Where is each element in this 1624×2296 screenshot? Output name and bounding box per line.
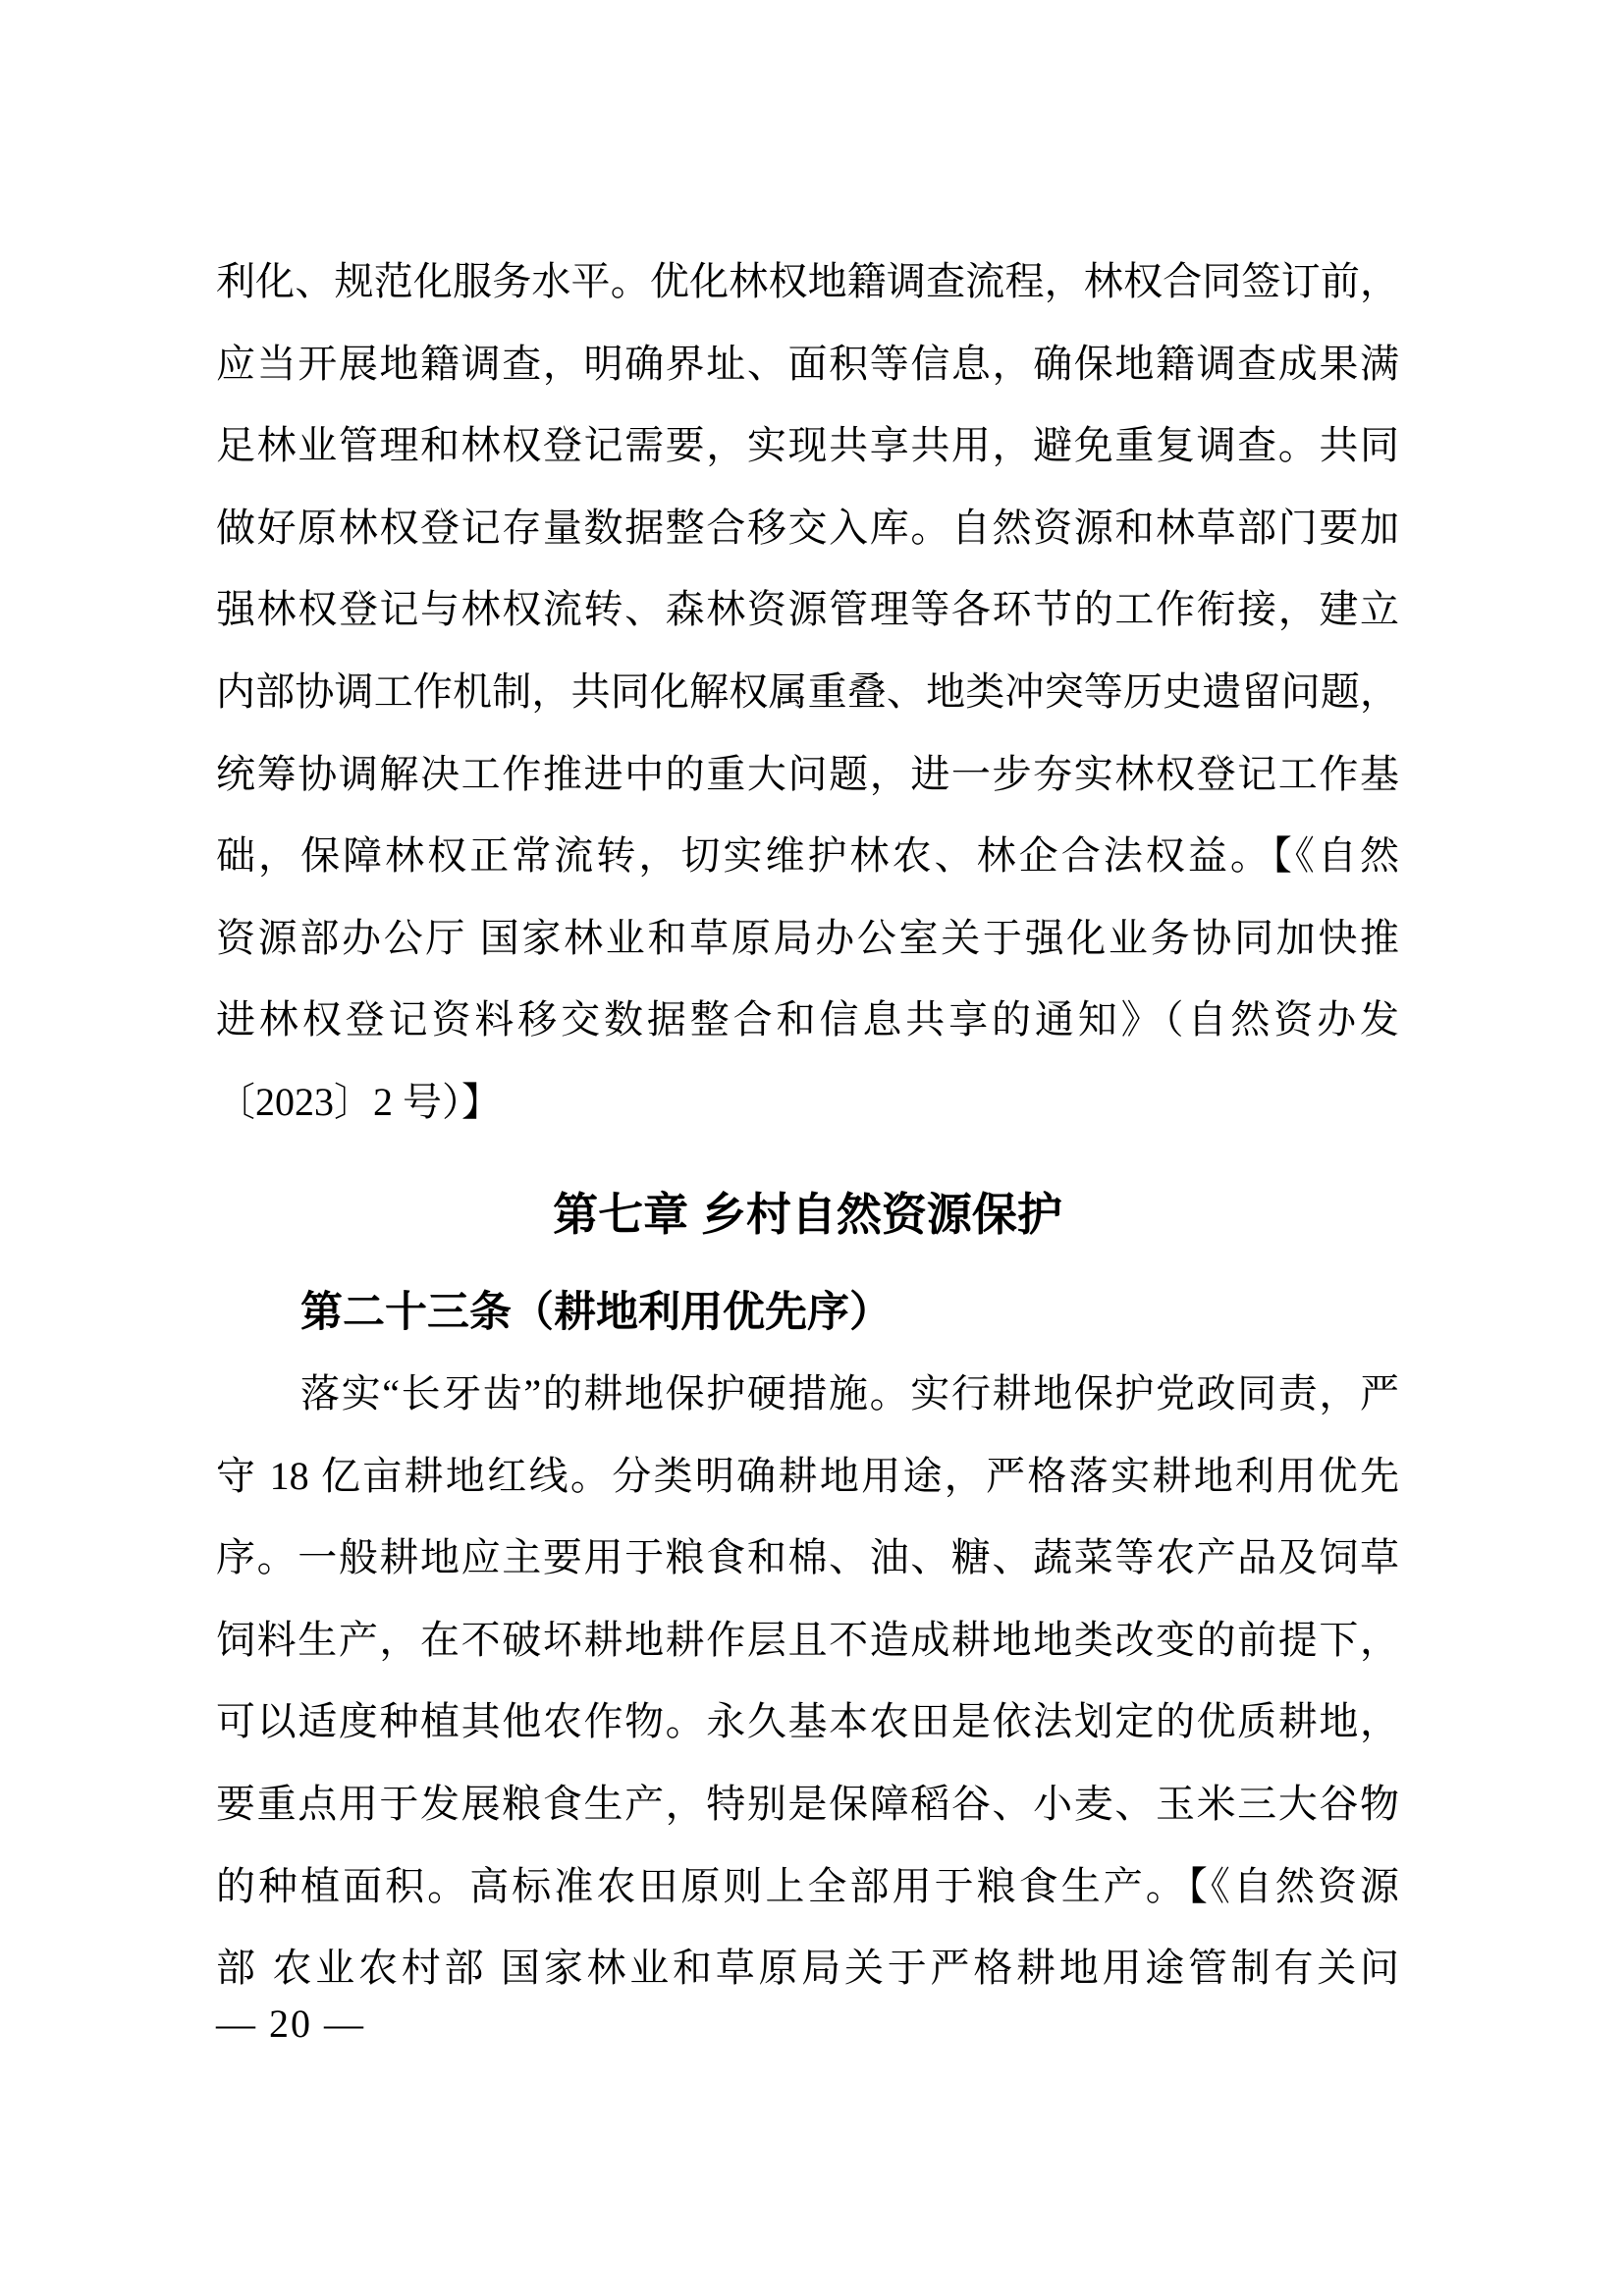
text-line: 饲料生产，在不破坏耕地耕作层且不造成耕地地类改变的前提下， — [216, 1617, 1399, 1662]
text-line: 统筹协调解决工作推进中的重大问题，进一步夯实林权登记工作基 — [216, 751, 1399, 796]
text-line: 足林业管理和林权登记需要，实现共享共用，避免重复调查。共同 — [216, 423, 1399, 468]
text-line: 序。一般耕地应主要用于粮食和棉、油、糖、蔬菜等农产品及饲草 — [216, 1535, 1399, 1580]
text-line: 要重点用于发展粮食生产，特别是保障稻谷、小麦、玉米三大谷物 — [216, 1781, 1399, 1826]
text-line: 内部协调工作机制，共同化解权属重叠、地类冲突等历史遗留问题， — [216, 668, 1399, 714]
chapter-heading: 第七章 乡村自然资源保护 — [553, 1189, 1062, 1240]
text-line: 的种植面积。高标准农田原则上全部用于粮食生产。【《自然资源 — [216, 1863, 1399, 1908]
text-line: 落实“长牙齿”的耕地保护硬措施。实行耕地保护党政同责，严 — [300, 1371, 1399, 1415]
text-line: 〔2023〕2 号）】 — [216, 1079, 501, 1124]
text-line: 强林权登记与林权流转、森林资源管理等各环节的工作衔接，建立 — [216, 587, 1399, 632]
text-line: 守 18 亿亩耕地红线。分类明确耕地用途，严格落实耕地利用优先 — [216, 1453, 1399, 1498]
article-heading: 第二十三条（耕地利用优先序） — [300, 1289, 892, 1336]
text-line: 应当开展地籍调查，明确界址、面积等信息，确保地籍调查成果满 — [216, 341, 1399, 386]
text-line: 部 农业农村部 国家林业和草原局关于严格耕地用途管制有关问 — [216, 1946, 1399, 1991]
text-line: 础，保障林权正常流转，切实维护林农、林企合法权益。【《自然 — [216, 833, 1399, 879]
text-line: 利化、规范化服务水平。优化林权地籍调查流程，林权合同签订前， — [216, 259, 1399, 303]
text-line: 可以适度种植其他农作物。永久基本农田是依法划定的优质耕地， — [216, 1699, 1399, 1744]
paragraph-2 — [216, 1353, 1399, 2009]
paragraph-1 — [216, 240, 1399, 1144]
text-line: 进林权登记资料移交数据整合和信息共享的通知》（自然资办发 — [216, 997, 1399, 1042]
page-number: — 20 — — [216, 2002, 365, 2046]
text-line: 做好原林权登记存量数据整合移交入库。自然资源和林草部门要加 — [216, 505, 1399, 550]
text-line: 资源部办公厅 国家林业和草原局办公室关于强化业务协同加快推 — [216, 915, 1399, 960]
